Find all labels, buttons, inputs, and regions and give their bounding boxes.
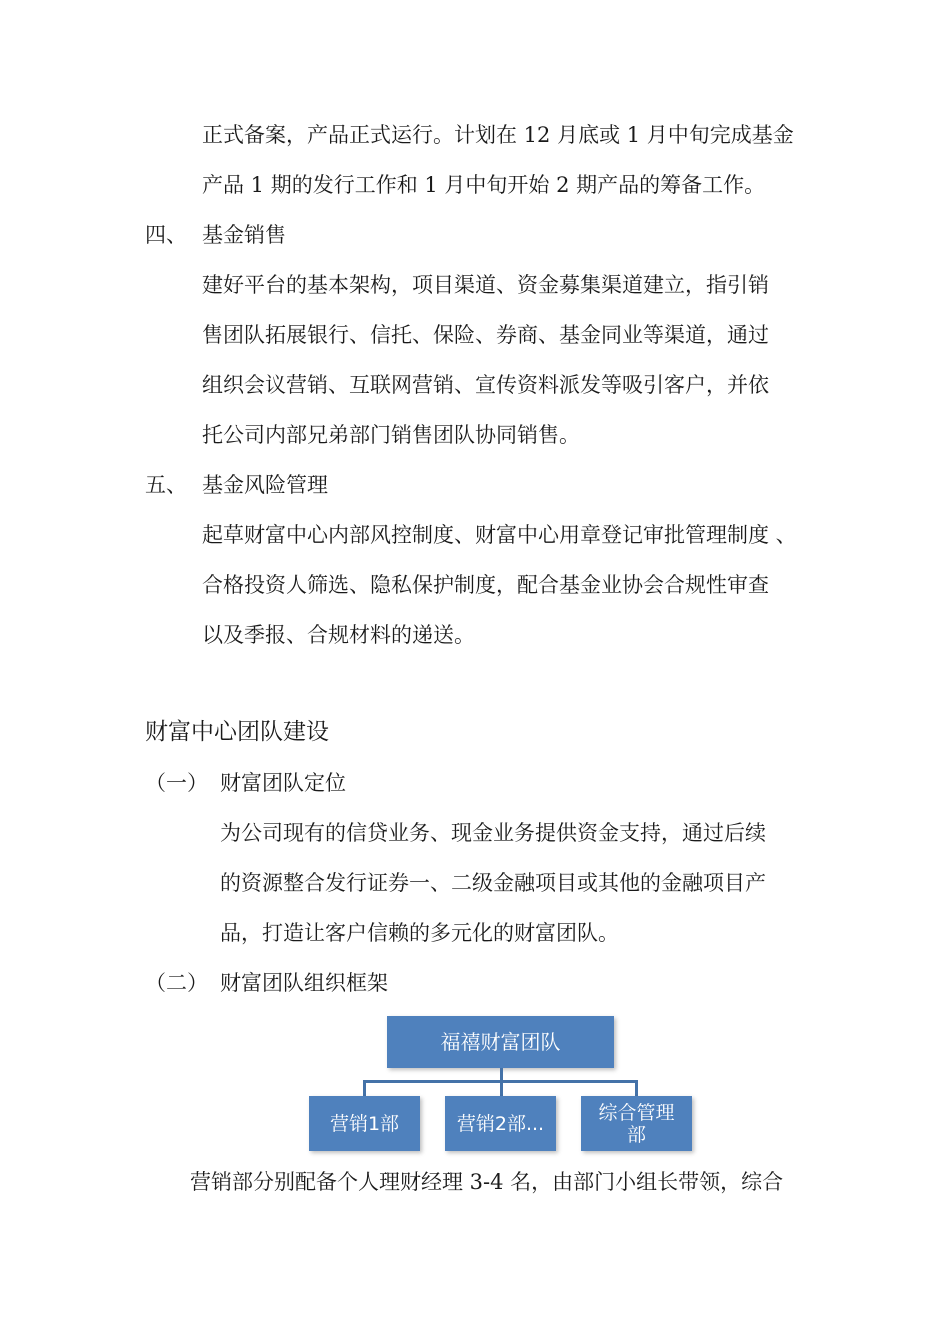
paragraph-line: 为公司现有的信贷业务、现金业务提供资金支持，通过后续: [220, 821, 766, 845]
paragraph-line: 以及季报、合规材料的递送。: [202, 623, 475, 647]
section-title: 基金销售: [202, 223, 286, 247]
paragraph-line: 合格投资人筛选、隐私保护制度，配合基金业协会合规性审查: [202, 573, 769, 597]
org-connector: [500, 1080, 503, 1096]
paragraph-line: 组织会议营销、互联网营销、宣传资料派发等吸引客户，并依: [202, 373, 769, 397]
org-child-box: 综合管理 部: [581, 1096, 692, 1151]
paragraph-line: 产品 1 期的发行工作和 1 月中旬开始 2 期产品的筹备工作。: [202, 173, 766, 197]
paragraph-line: 售团队拓展银行、信托、保险、券商、基金同业等渠道，通过: [202, 323, 769, 347]
org-root-box: 福禧财富团队: [387, 1016, 614, 1068]
subsection-number: （一）: [145, 771, 208, 795]
section-heading: 财富中心团队建设: [145, 719, 329, 745]
org-child-box: 营销1部: [309, 1096, 420, 1151]
paragraph-line: 起草财富中心内部风控制度、财富中心用章登记审批管理制度 、: [202, 523, 797, 547]
paragraph-line: 托公司内部兄弟部门销售团队协同销售。: [202, 423, 580, 447]
subsection-title: 财富团队组织框架: [220, 971, 388, 995]
org-connector: [363, 1080, 366, 1096]
section-number: 五、: [145, 473, 187, 497]
subsection-number: （二）: [145, 971, 208, 995]
paragraph-line: 品，打造让客户信赖的多元化的财富团队。: [220, 921, 619, 945]
subsection-title: 财富团队定位: [220, 771, 346, 795]
paragraph-line: 的资源整合发行证券一、二级金融项目或其他的金融项目产: [220, 871, 766, 895]
section-title: 基金风险管理: [202, 473, 328, 497]
section-number: 四、: [145, 223, 187, 247]
paragraph-line: 建好平台的基本架构，项目渠道、资金募集渠道建立，指引销: [202, 273, 769, 297]
org-child-box: 营销2部...: [445, 1096, 556, 1151]
org-connector: [635, 1080, 638, 1096]
paragraph-line: 正式备案，产品正式运行。计划在 12 月底或 1 月中旬完成基金: [202, 123, 794, 147]
paragraph-line: 营销部分别配备个人理财经理 3-4 名，由部门小组长带领，综合: [190, 1170, 784, 1194]
